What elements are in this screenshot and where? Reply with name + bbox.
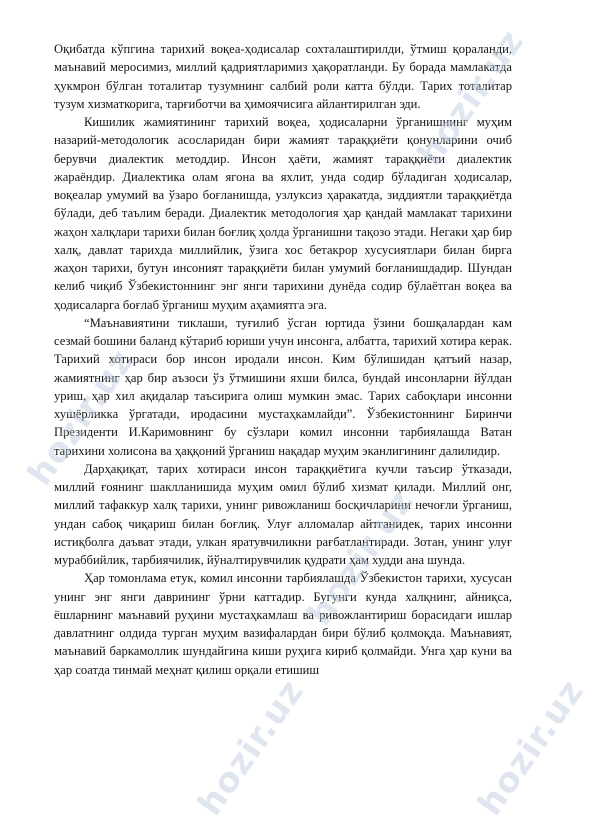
paragraph-1: Оқибатда кўпгина тарихий воқеа-ҳодисалар сохталаштирилди, ўтмиш қораланди, маънавий меросимиз, миллий қадриятларимиз ҳақоратланди. Бу борада мамлакатда ҳукмрон бўлган тоталитар тузумнинг салбий роли катта бўлди. Тарих тоталитар тузум хизматкорига, тарғиботчи ва ҳимоячисига айлантирилган эди. — [54, 42, 512, 111]
paragraph-2: Кишилик жамиятининг тарихий воқеа, ҳодисаларни ўрганишнинг муҳим назарий-методологик асосларидан бири жамият тараққиёти қонунларини очиб берувчи диалектик методдир. Инсон ҳаёти, жамият тараққиёти диалектик жараёндир. Диалектика олам ягона ва яхлит, унда содир бўладиган ҳодисалар, воқеалар умумий ва ўзаро боғланишда, узлуксиз ҳаракатда, зиддиятли тараққиётда бўлади, деб таълим беради. Диалектик методология ҳар қандай мамлакат тарихини жаҳон халқлари тарихи билан боғлиқ ҳолда ўрганишни тақозо этади. Негаки ҳар бир халқ, давлат тарихда миллийлик, ўзига хос бетакрор хусусиятлари билан бирга жаҳон тарихи, бутун инсоният тараққиёти билан умумий боғланишдадир. Шундан келиб чиқиб Ўзбекистоннинг энг янги тарихини дунёда содир бўлаётган воқеа ва ҳодисаларга боғлаб ўрганиш муҳим аҳамиятга эга. — [54, 115, 512, 312]
watermark: hozir.uz — [410, 22, 533, 173]
watermark: hozir.uz — [300, 482, 423, 633]
paragraph-3: “Маънавиятини тиклаши, туғилиб ўсган юртида ўзини бошқалардан кам сезмай бошини баланд кўтариб юриши учун инсонга, албатта, тарихий хотира керак. Тарихий хотираси бор инсон иродали инсон. Ким бўлишидан қатъий назар, жамиятнинг ҳар бир аъзоси ўз ўтмишини яхши билса, бундай инсонларни йўлдан уриш, ҳар хил ақидалар таъсирига олиш мумкин эмас. Тарих сабоқлари инсонни хушёрликка ўргатади, иродасини мустаҳкамлайди”. Ўзбекистоннинг Биринчи Президенти И.Каримовнинг бу сўзлари комил инсонни тарбиялашда Ватан тарихини холисона ва ҳаққоний ўрганиш нақадар муҳим эканлигининг далилидир. — [54, 315, 512, 458]
body-text — [54, 40, 512, 679]
watermark: hozir.uz — [190, 672, 313, 823]
watermark: hozir.uz — [20, 342, 143, 493]
paragraph-4: Дарҳақиқат, тарих хотираси инсон тараққиётига кучли таъсир ўтказади, миллий ғоянинг шаклланишида муҳим омил бўлиб хизмат қилади. Миллий онг, миллий тафаккур халқ тарихи, унинг ривожланиш босқичларини нечоғли ўрганиш, ундан сабоқ чиқариш билан боғлиқ. Улуғ алломалар айтганидек, тарих инсонни истиқболга даъват этади, улкан яратувчиликни рағбатлантиради. Зотан, унинг улуғ мураббийлик, тарбиячилик, йўналтирувчилик қудрати ҳам худди ана шунда. — [54, 461, 512, 567]
paragraph-5: Ҳар томонлама етук, комил инсонни тарбиялашда Ўзбекистон тарихи, хусусан унинг энг янги даврининг ўрни каттадир. Бугунги кунда халқнинг, айниқса, ёшларнинг маънавий руҳини мустаҳкамлаш ва ривожлантириш борасидаги ишлар давлатнинг олдида турган муҳим вазифалардан бири бўлиб қолмоқда. Маънавият, маънавий баркамоллик шундайгина киши руҳига кириб қолмайди. Унга ҳар куни ва ҳар соатда тинмай меҳнат қилиш орқали етишиш — [54, 571, 512, 677]
watermark: hozir.uz — [470, 672, 592, 823]
